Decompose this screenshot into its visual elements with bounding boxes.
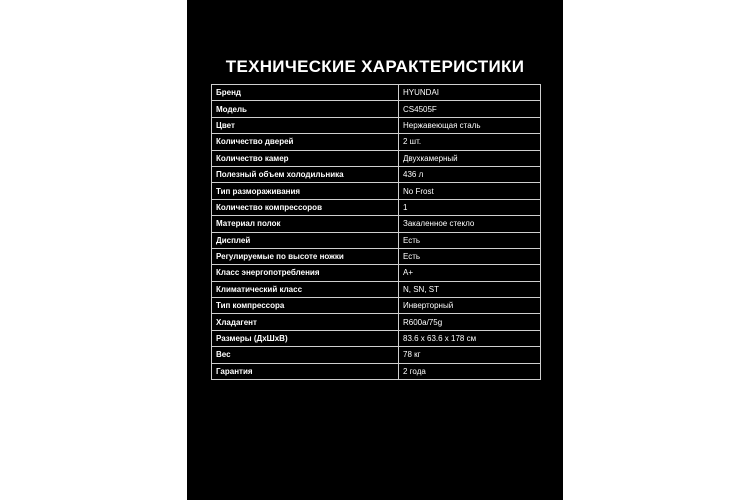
table-row xyxy=(212,232,541,248)
table-row xyxy=(212,150,541,166)
table-row xyxy=(212,314,541,330)
param-name: Гарантия xyxy=(212,363,399,379)
param-name: Материал полок xyxy=(212,216,399,232)
param-value: 436 л xyxy=(399,166,541,182)
param-name: Бренд xyxy=(212,85,399,101)
specs-table xyxy=(211,84,541,380)
table-row xyxy=(212,216,541,232)
param-value: N, SN, ST xyxy=(399,281,541,297)
param-name: Тип компрессора xyxy=(212,298,399,314)
table-row xyxy=(212,199,541,215)
spec-sheet xyxy=(187,0,563,500)
table-row xyxy=(212,248,541,264)
param-value: 2 года xyxy=(399,363,541,379)
table-row xyxy=(212,166,541,182)
param-name: Количество дверей xyxy=(212,134,399,150)
table-row xyxy=(212,347,541,363)
table-row xyxy=(212,363,541,379)
param-name: Дисплей xyxy=(212,232,399,248)
param-value: 2 шт. xyxy=(399,134,541,150)
page-title: ТЕХНИЧЕСКИЕ ХАРАКТЕРИСТИКИ xyxy=(225,57,525,76)
table-row xyxy=(212,183,541,199)
table-row xyxy=(212,85,541,101)
param-value: 1 xyxy=(399,199,541,215)
table-row xyxy=(212,134,541,150)
param-name: Размеры (ДхШхВ) xyxy=(212,330,399,346)
param-value: Есть xyxy=(399,232,541,248)
param-value: CS4505F xyxy=(399,101,541,117)
table-row xyxy=(212,265,541,281)
param-value: Закаленное стекло xyxy=(399,216,541,232)
param-value: 78 кг xyxy=(399,347,541,363)
param-value: 83.6 x 63.6 x 178 см xyxy=(399,330,541,346)
table-row xyxy=(212,281,541,297)
param-name: Класс энергопотребления xyxy=(212,265,399,281)
param-name: Полезный объем холодильника xyxy=(212,166,399,182)
table-row xyxy=(212,330,541,346)
param-name: Модель xyxy=(212,101,399,117)
param-value: Инверторный xyxy=(399,298,541,314)
param-name: Вес xyxy=(212,347,399,363)
param-name: Хладагент xyxy=(212,314,399,330)
param-value: Нержавеющая сталь xyxy=(399,117,541,133)
param-value: A+ xyxy=(399,265,541,281)
table-row xyxy=(212,101,541,117)
param-name: Цвет xyxy=(212,117,399,133)
param-name: Климатический класс xyxy=(212,281,399,297)
param-name: Количество компрессоров xyxy=(212,199,399,215)
table-row xyxy=(212,117,541,133)
param-value: HYUNDAI xyxy=(399,85,541,101)
param-name: Количество камер xyxy=(212,150,399,166)
table-row xyxy=(212,298,541,314)
param-value: Двухкамерный xyxy=(399,150,541,166)
param-name: Регулируемые по высоте ножки xyxy=(212,248,399,264)
param-value: Есть xyxy=(399,248,541,264)
param-name: Тип размораживания xyxy=(212,183,399,199)
param-value: No Frost xyxy=(399,183,541,199)
param-value: R600a/75g xyxy=(399,314,541,330)
